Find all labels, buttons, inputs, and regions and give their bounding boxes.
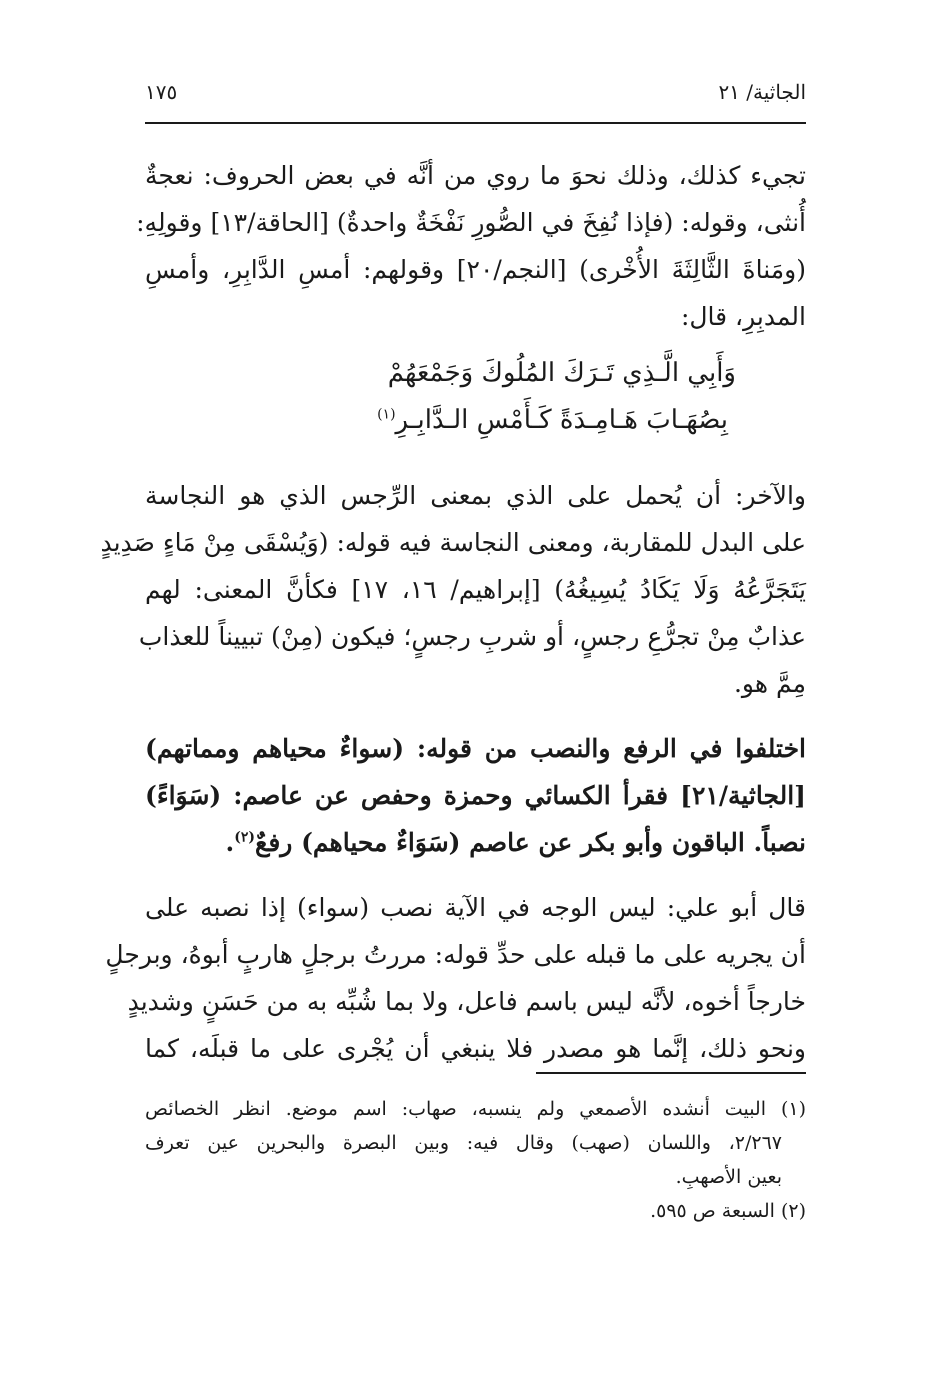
text-line: عذابٌ مِنْ تجرُّعِ رجسٍ، أو شربِ رجسٍ؛ فيكون (مِنْ) تبييناً للعذاب [138,622,806,651]
text-line: اختلفوا في الرفع والنصب من قوله: (سواءٌ محياهم ومماتهم) [145,734,806,763]
text-line: تجيء كذلك، وذلك نحوَ ما روي من أنَّه في بعض الحروف: نعجةٌ [145,161,806,190]
text-line: (ومَناةَ الثَّالِثَةَ الأُخْرى) [النجم/٢٠] وقولهم: أمسِ الدَّابِرِ، وأمسِ [145,255,807,284]
footnote-marker-2: (٢) [234,829,256,846]
text-line: خارجاً أخوه، لأنَّه ليس باسم فاعل، ولا بما شُبِّه به من حَسَنٍ وشديدٍ [127,987,806,1016]
footnote-1-line: (١) البيت أنشده الأصمعي ولم ينسبه، صهاب: اسم موضع. انظر الخصائص [145,1098,806,1120]
text-line: أن يجريه على ما قبله على حدِّ قوله: مررتُ برجلٍ هاربٍ أبوهُ، وبرجلٍ [105,940,806,969]
text-line: مِمَّ هو. [733,669,806,698]
text-line: قال أبو علي: ليس الوجه في الآية نصب (سواء) إذا نصبه على [145,893,806,922]
spacer [145,707,806,725]
footnote-1-line: بعين الأصهبِ. [675,1166,782,1188]
paragraph-3-readings [145,725,806,866]
poem-second-hemistich [145,397,736,444]
paragraph-1 [136,152,807,340]
text-line: والآخر: أن يُحمل على الذي بمعنى الرِّجس الذي هو النجاسة [145,481,806,510]
text-line: نصباً. الباقون وأبو بكر عن عاصم (سَوَاءٌ محياهم) رفعٌ$^{(٢)}$. [225,828,806,857]
header-rule [145,122,806,124]
footnote-marker-1: (١) [377,406,396,423]
paragraph-4 [105,884,806,1072]
footnotes [145,1092,806,1228]
text-line: [الجاثية/٢١] فقرأ الكسائي وحمزة وحفص عن عاصم: (سَوَاءً) [145,781,806,810]
running-title: الجاثية/ ٢١ [718,80,806,104]
main-text [100,152,807,1072]
text-line: على البدل للمقاربة، ومعنى النجاسة فيه قوله: (وَيُسْقَى مِنْ مَاءٍ صَدِيدٍ [100,528,806,557]
footnote-2: (٢) السبعة ص ٥٩٥. [650,1200,806,1222]
text-line: يَتَجَرَّعُهُ وَلَا يَكَادُ يُسِيغُهُ) [إبراهيم/ ١٦، ١٧] فكأنَّ المعنى: لهم [145,575,806,604]
footnote-1-line: ٢/٢٦٧، واللسان (صهب) وقال فيه: وبين البصرة والبحرين عين تعرف [145,1132,782,1154]
readings-last-text: نصباً. الباقون وأبو بكر عن عاصم (سَوَاءٌ محياهم) رفعٌ [255,828,806,857]
spacer [145,866,806,884]
text-line: أُنثى، وقوله: (فإذا نُفِخَ في الصُّورِ نَفْخَةٌ واحدةٌ) [الحاقة/١٣] وقولِهِ: [136,208,806,237]
poem-verse [145,350,806,444]
text-line: المدبِرِ، قال: [680,302,806,331]
paragraph-2 [100,472,806,707]
poem-first-hemistich: وَأَبِي الَّـذِي تَـرَكَ المُلُوكَ وَجَمْعَهُمْ [387,358,736,388]
page-number: ١٧٥ [145,80,178,104]
spacer [145,454,806,472]
page-header [145,76,806,116]
poem-second-text: بِصُهَـابَ هَـامِـدَةً كَـأَمْسِ الـدَّابِـرِ [395,405,728,435]
text-line: ونحو ذلك، إنَّما هو مصدر فلا ينبغي أن يُجْرى على ما قبلَه، كما [145,1034,806,1063]
footnote-rule [536,1072,806,1074]
